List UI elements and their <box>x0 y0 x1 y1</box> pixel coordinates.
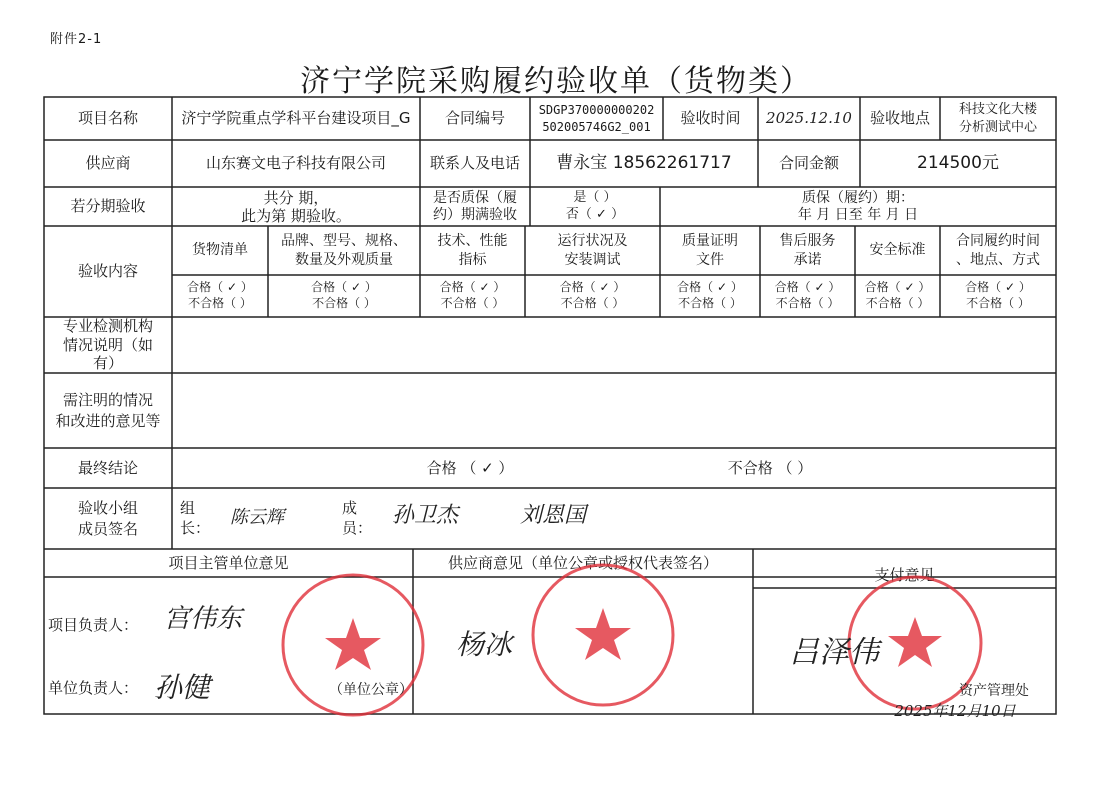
inspection-col-header <box>525 226 660 275</box>
inspection-label: 验收内容 <box>77 262 138 281</box>
inspection-col-header <box>172 226 268 275</box>
inspection-col-header <box>940 226 1056 275</box>
inspection-pass: 合格（ ✓ ） <box>774 280 841 295</box>
notes-label-line2: 和改进的意见等 <box>55 411 161 430</box>
final-label: 最终结论 <box>77 458 138 477</box>
inspection-col-header-line2: 指标 <box>458 251 487 268</box>
inspection-col-result <box>760 275 855 317</box>
final-fail: 不合格 （ ） <box>727 458 813 477</box>
agency-label <box>44 317 172 373</box>
member-label: 成员： <box>342 498 373 537</box>
leader-label: 组长： <box>180 498 211 537</box>
inspection-fail: 不合格（ ） <box>966 296 1030 310</box>
inspection-pass: 合格（ ✓ ） <box>864 280 931 295</box>
unit-lead-signature: 孙健 <box>154 670 211 704</box>
page-title: 济宁学院采购履约验收单（货物类） <box>300 64 812 99</box>
warranty-answer <box>530 187 660 226</box>
inspection-col-result <box>660 275 760 317</box>
staged-label: 若分期验收 <box>70 197 146 216</box>
project-name-label: 项目名称 <box>77 109 138 128</box>
supplier-signature: 杨冰 <box>456 628 513 662</box>
payment-date: 2025年12月10日 <box>894 701 1016 720</box>
inspection-col-header-line2: 、地点、方式 <box>956 251 1040 268</box>
inspection-col-header-line1: 合同履约时间 <box>956 233 1040 250</box>
agency-label-line1: 专业检测机构 <box>62 316 153 335</box>
project-lead-label: 项目负责人： <box>48 615 139 634</box>
contract-no-label: 合同编号 <box>444 109 505 128</box>
warranty-no: 否（ ✓ ） <box>565 206 625 222</box>
staged-line1: 共分 期， <box>263 188 329 207</box>
inspection-col-header <box>660 226 760 275</box>
supplier-opinion-header: 供应商意见（单位公章或授权代表签名） <box>447 553 718 572</box>
notes-label <box>44 373 172 448</box>
inspection-col-header <box>420 226 525 275</box>
inspection-col-header-line1: 售后服务 <box>779 233 836 250</box>
accept-time-label: 验收时间 <box>680 109 741 128</box>
warranty-question-line1: 是否质保（履 <box>433 189 517 206</box>
inspection-col-header-line2: 承诺 <box>793 251 822 268</box>
dept-opinion-header: 项目主管单位意见 <box>168 553 289 572</box>
amount-value: 214500元 <box>917 153 999 174</box>
warranty-period-line2: 年 月 日至 年 月 日 <box>797 206 919 223</box>
project-lead-signature: 宫伟东 <box>164 604 243 635</box>
leader-signature: 陈云辉 <box>230 506 284 528</box>
inspection-fail: 不合格（ ） <box>440 296 505 310</box>
accept-place-line1: 科技文化大楼 <box>958 101 1037 117</box>
inspection-fail: 不合格（ ） <box>678 296 742 310</box>
staged-value <box>172 187 420 226</box>
inspection-col-result <box>420 275 525 317</box>
inspection-col-header-line2: 数量及外观质量 <box>295 251 393 268</box>
agency-label-line3: 有） <box>92 354 123 373</box>
payment-opinion-header: 支付意见 <box>874 566 935 585</box>
unit-seal-label: （单位公章） <box>329 681 413 698</box>
agency-label-line2: 情况说明（如 <box>62 335 153 354</box>
inspection-fail: 不合格（ ） <box>560 296 625 310</box>
inspection-fail: 不合格（ ） <box>312 296 376 310</box>
team-label-line2: 成员签名 <box>77 519 138 538</box>
supplier-value: 山东赛文电子科技有限公司 <box>205 154 386 173</box>
inspection-col-header <box>760 226 855 275</box>
inspection-col-result <box>172 275 268 317</box>
accept-place-line2: 分析测试中心 <box>958 119 1037 135</box>
team-label <box>44 488 172 549</box>
final-pass: 合格 （ ✓ ） <box>426 458 514 477</box>
warranty-question <box>420 187 530 226</box>
accept-place-value <box>940 97 1056 140</box>
accept-time-value: 2025.12.10 <box>766 109 852 128</box>
payment-office: 资产管理处 <box>959 682 1029 699</box>
inspection-col-result <box>525 275 660 317</box>
inspection-col-header-line1: 货物清单 <box>192 242 248 259</box>
inspection-col-header-line2: 文件 <box>696 251 724 268</box>
inspection-col-result <box>940 275 1056 317</box>
unit-lead-label: 单位负责人： <box>48 678 139 697</box>
inspection-col-header-line1: 安全标准 <box>869 242 926 259</box>
inspection-col-header-line1: 质量证明 <box>682 233 738 250</box>
team-label-line1: 验收小组 <box>77 499 138 518</box>
inspection-col-header-line2: 安装调试 <box>564 251 621 268</box>
inspection-fail: 不合格（ ） <box>775 296 840 310</box>
annex-label: 附件2-1 <box>50 32 103 47</box>
inspection-pass: 合格（ ✓ ） <box>439 280 506 295</box>
contract-no-line1: SDGP370000000202 <box>538 103 655 118</box>
inspection-pass: 合格（ ✓ ） <box>965 280 1031 295</box>
warranty-question-line2: 约）期满验收 <box>433 206 517 223</box>
contact-label: 联系人及电话 <box>429 154 520 173</box>
contract-no-line2: 502005746G2_001 <box>542 119 651 134</box>
inspection-col-result <box>855 275 940 317</box>
inspection-pass: 合格（ ✓ ） <box>559 280 626 295</box>
contract-no-value <box>530 97 663 140</box>
accept-place-label: 验收地点 <box>869 109 930 128</box>
inspection-col-result <box>268 275 420 317</box>
staged-line2: 此为第 期验收。 <box>241 206 351 225</box>
member-signature-2: 刘恩国 <box>520 503 587 529</box>
inspection-pass: 合格（ ✓ ） <box>311 280 377 295</box>
inspection-pass: 合格（ ✓ ） <box>187 280 253 295</box>
project-name-value: 济宁学院重点学科平台建设项目_G <box>181 109 411 128</box>
payment-signature: 吕泽伟 <box>789 634 879 670</box>
contact-value: 曹永宝 18562261717 <box>556 153 732 174</box>
inspection-fail: 不合格（ ） <box>188 296 252 310</box>
inspection-pass: 合格（ ✓ ） <box>677 280 743 295</box>
warranty-yes: 是（ ） <box>573 190 617 206</box>
inspection-col-header-line1: 运行状况及 <box>557 233 628 250</box>
supplier-label: 供应商 <box>85 154 131 173</box>
notes-label-line1: 需注明的情况 <box>62 391 153 410</box>
amount-label: 合同金额 <box>778 154 839 173</box>
warranty-period-line1: 质保（履约）期： <box>802 189 914 206</box>
member-signature-1: 孙卫杰 <box>392 503 459 529</box>
inspection-col-header-line1: 品牌、型号、规格、 <box>281 233 407 250</box>
inspection-fail: 不合格（ ） <box>865 296 930 310</box>
inspection-col-header <box>855 226 940 275</box>
warranty-period <box>660 187 1056 226</box>
inspection-col-header-line1: 技术、性能 <box>437 233 508 250</box>
inspection-col-header <box>268 226 420 275</box>
